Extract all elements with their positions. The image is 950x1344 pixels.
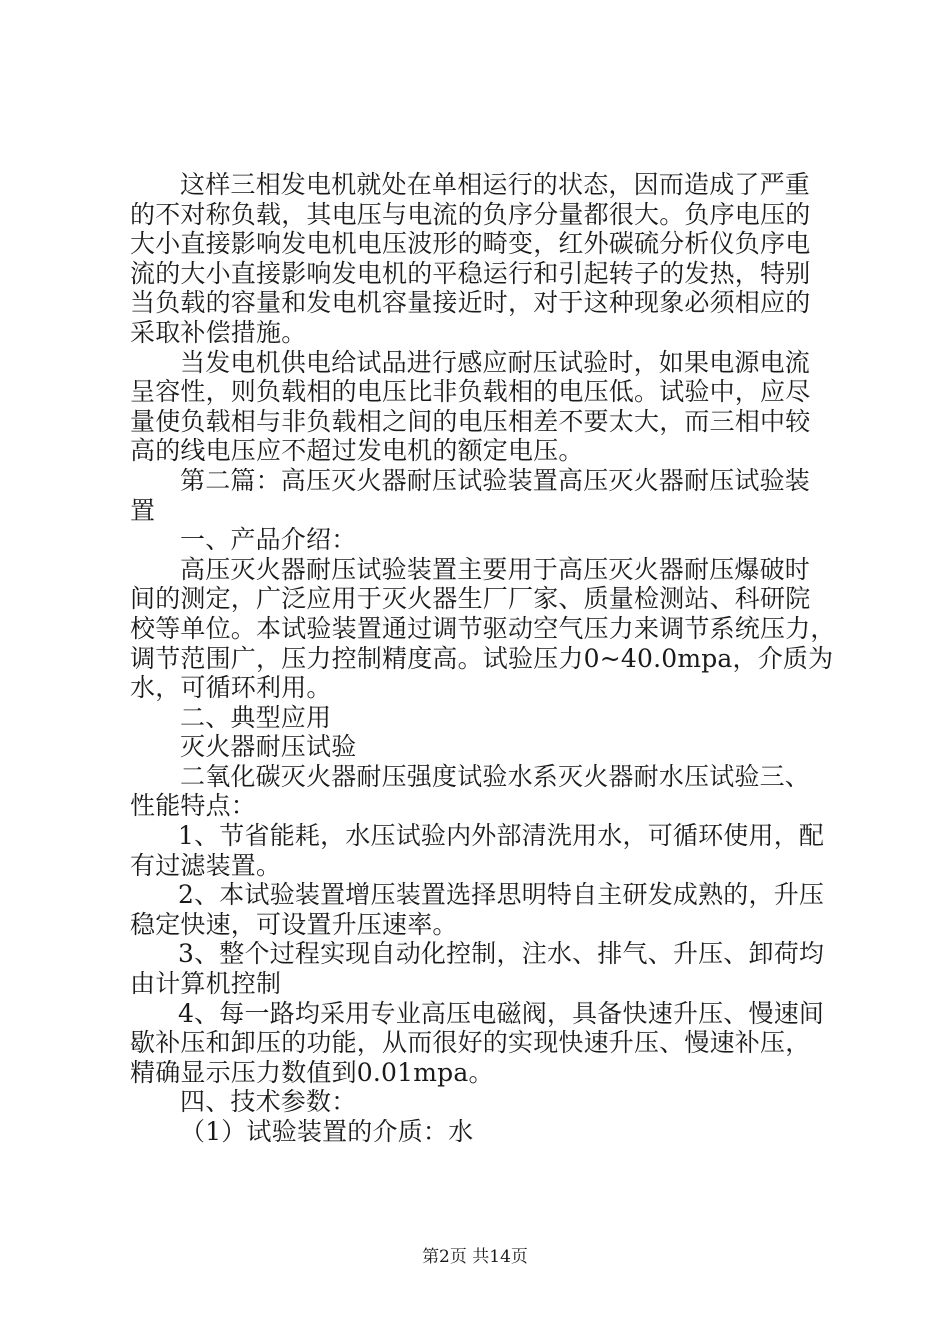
text-line: 水，可循环利用。: [130, 673, 332, 703]
text-line: 当负载的容量和发电机容量接近时，对于这种现象必须相应的: [130, 288, 811, 318]
text-line: 采取补偿措施。: [130, 317, 307, 347]
subsection-heading: 四、技术参数：: [180, 1087, 357, 1117]
text-line: 校等单位。本试验装置通过调节驱动空气压力来调节系统压力，: [130, 613, 836, 643]
text-line: 二氧化碳灭火器耐压强度试验水系灭火器耐水压试验三、: [180, 761, 811, 791]
section-heading: 第二篇：高压灭火器耐压试验装置高压灭火器耐压试验装: [180, 465, 811, 495]
text-line: 间的测定，广泛应用于灭火器生厂厂家、质量检测站、科研院: [130, 584, 811, 614]
text-line: 歇补压和卸压的功能，从而很好的实现快速升压、慢速补压，: [130, 1028, 811, 1058]
text-line: 调节范围广，压力控制精度高。试验压力0~40.0mpa，介质为: [130, 643, 834, 673]
subsection-heading: 一、产品介绍：: [180, 525, 357, 555]
text-line: 精确显示压力数值到0.01mpa。: [130, 1057, 494, 1087]
list-item: （1）试验装置的介质：水: [180, 1117, 474, 1146]
list-item: 1、节省能耗，水压试验内外部清洗用水，可循环使用，配: [178, 821, 825, 851]
list-item: 3、整个过程实现自动化控制，注水、排气、升压、卸荷均: [178, 939, 825, 969]
text-line: 当发电机供电给试品进行感应耐压试验时，如果电源电流: [180, 347, 811, 377]
text-line: 量使负载相与非负载相之间的电压相差不要太大，而三相中较: [130, 406, 811, 436]
page-number-footer: 第2页 共14页: [422, 1247, 528, 1267]
text-line: 有过滤装置。: [130, 850, 282, 880]
text-line: 高的线电压应不超过发电机的额定电压。: [130, 436, 584, 466]
text-line: 大小直接影响发电机电压波形的畸变，红外碳硫分析仪负序电: [130, 229, 811, 259]
text-line: 性能特点：: [130, 791, 257, 821]
section-heading-continued: 置: [130, 495, 156, 525]
document-body: [130, 170, 840, 1147]
subsection-heading: 二、典型应用: [180, 702, 332, 732]
text-line: 稳定快速，可设置升压速率。: [130, 909, 458, 939]
text-line: 呈容性，则负载相的电压比非负载相的电压低。试验中，应尽: [130, 377, 811, 407]
text-line: 高压灭火器耐压试验装置主要用于高压灭火器耐压爆破时: [180, 554, 811, 584]
text-line: 的不对称负载，其电压与电流的负序分量都很大。负序电压的: [130, 199, 811, 229]
text-line: 这样三相发电机就处在单相运行的状态，因而造成了严重: [180, 170, 811, 199]
text-line: 灭火器耐压试验: [180, 732, 357, 762]
text-line: 由计算机控制: [130, 969, 282, 999]
list-item: 4、每一路均采用专业高压电磁阀，具备快速升压、慢速间: [178, 998, 825, 1028]
list-item: 2、本试验装置增压装置选择思明特自主研发成熟的，升压: [178, 880, 825, 910]
text-line: 流的大小直接影响发电机的平稳运行和引起转子的发热，特别: [130, 258, 811, 288]
